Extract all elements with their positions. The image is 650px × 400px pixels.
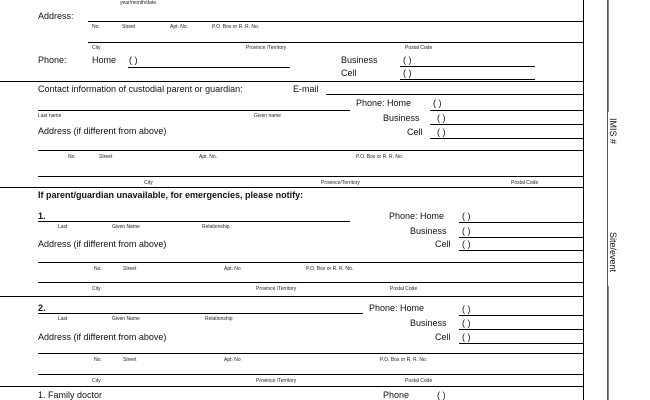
- contact1-addr-no: No.: [94, 266, 102, 272]
- contact2-business-label: Business: [410, 318, 447, 328]
- contact2-home-phone-line[interactable]: [459, 315, 583, 316]
- custodial-addr-apt: Apt. No.: [199, 154, 218, 160]
- addr-no: No.: [92, 24, 100, 30]
- addr-city: City: [92, 45, 101, 51]
- contact2-cell-label: Cell: [435, 332, 451, 342]
- address-label: Address:: [38, 11, 74, 21]
- custodial-addr-postal: Postal Code: [511, 180, 539, 186]
- address-line[interactable]: [88, 21, 583, 22]
- contact1-addr-city: City: [92, 286, 101, 292]
- custodial-business-label: Business: [383, 113, 420, 123]
- addr-pobox: P.O. Box or R. R. No.: [212, 24, 260, 30]
- custodial-addr-city: City: [144, 180, 153, 186]
- contact2-address-line[interactable]: [38, 353, 583, 354]
- contact1-addr-pobox: P.O. Box or R. R. No.: [306, 266, 354, 272]
- contact2-addr-no: No.: [94, 357, 102, 363]
- custodial-addr-province: Province/Territory: [321, 180, 360, 186]
- custodial-heading: Contact information of custodial parent or guardian:: [38, 84, 243, 94]
- business-label: Business: [341, 55, 378, 65]
- contact1-cell-area-code[interactable]: ( ): [462, 239, 471, 249]
- custodial-home-area-code[interactable]: ( ): [433, 98, 442, 108]
- doctor-phone-label: Phone: [383, 390, 410, 400]
- contact1-business-area-code[interactable]: ( ): [462, 226, 471, 236]
- custodial-home-phone-line[interactable]: [430, 110, 583, 111]
- custodial-phone-home-label: Phone: Home: [356, 98, 412, 108]
- site-event-label: Site/event: [608, 232, 618, 273]
- form-right-border: [583, 0, 584, 400]
- section-divider: [0, 187, 583, 188]
- contact1-addr-postal: Postal Code: [390, 286, 418, 292]
- contact2-phone-home-label: Phone: Home: [369, 303, 425, 313]
- contact1-address-line[interactable]: [38, 262, 583, 263]
- contact1-relationship: Relationship: [202, 224, 230, 230]
- home-phone-line[interactable]: [128, 67, 290, 68]
- contact2-business-area-code[interactable]: ( ): [462, 318, 471, 328]
- addr-apt: Apt. No.: [170, 24, 189, 30]
- custodial-city-line[interactable]: [38, 176, 583, 177]
- contact2-given: Given Name: [112, 316, 140, 322]
- contact2-address-label: Address (if different from above): [38, 332, 167, 342]
- custodial-last-name: Last name: [38, 113, 62, 119]
- site-event-field-line[interactable]: [608, 286, 609, 400]
- contact2-city-line[interactable]: [38, 374, 583, 375]
- home-label: Home: [92, 55, 117, 65]
- contact2-addr-postal: Postal Code: [405, 378, 433, 384]
- addr-postal: Postal Code: [405, 45, 433, 51]
- contact1-addr-apt: Apt. No: [224, 266, 241, 272]
- custodial-business-line[interactable]: [430, 124, 583, 125]
- contact2-last: Last: [58, 316, 68, 322]
- contact1-business-line[interactable]: [459, 237, 583, 238]
- contact1-addr-street: Street: [123, 266, 137, 272]
- custodial-business-area-code[interactable]: ( ): [437, 113, 446, 123]
- custodial-cell-line[interactable]: [430, 138, 583, 139]
- contact1-home-area-code[interactable]: ( ): [462, 211, 471, 221]
- phone-label: Phone:: [38, 55, 67, 65]
- contact2-addr-province: Province /Territory: [256, 378, 297, 384]
- section-divider: [0, 386, 583, 387]
- family-doctor-label: 1. Family doctor: [38, 390, 103, 400]
- contact2-addr-city: City: [92, 378, 101, 384]
- custodial-cell-area-code[interactable]: ( ): [437, 127, 446, 137]
- imis-field-line[interactable]: [608, 0, 609, 112]
- contact1-phone-home-label: Phone: Home: [389, 211, 445, 221]
- cell-label: Cell: [341, 68, 357, 78]
- contact2-addr-pobox: P.O. Box or R. R. No.: [380, 357, 428, 363]
- addr-street: Street: [122, 24, 136, 30]
- contact1-business-label: Business: [410, 226, 447, 236]
- cell-phone-line[interactable]: [400, 79, 535, 80]
- contact2-home-area-code[interactable]: ( ): [462, 304, 471, 314]
- contact1-cell-line[interactable]: [459, 250, 583, 251]
- custodial-given-name: Given name: [254, 113, 281, 119]
- custodial-addr-no: No.: [68, 154, 76, 160]
- business-area-code[interactable]: ( ): [403, 55, 412, 65]
- home-area-code[interactable]: ( ): [129, 55, 138, 65]
- business-phone-line[interactable]: [400, 66, 535, 67]
- contact1-number: 1.: [38, 211, 46, 221]
- contact2-cell-area-code[interactable]: ( ): [462, 332, 471, 342]
- section-divider: [0, 81, 583, 82]
- contact1-city-line[interactable]: [38, 282, 583, 283]
- contact1-last: Last: [58, 224, 68, 230]
- contact1-name-line[interactable]: [38, 221, 350, 222]
- contact2-addr-apt: Apt. No: [224, 357, 241, 363]
- custodial-address-line[interactable]: [38, 150, 583, 151]
- city-line[interactable]: [88, 42, 583, 43]
- section-divider: [0, 296, 583, 297]
- contact1-given: Given Name: [112, 224, 140, 230]
- doctor-area-code[interactable]: ( ): [437, 390, 446, 400]
- contact1-address-label: Address (if different from above): [38, 239, 167, 249]
- contact2-cell-line[interactable]: [459, 343, 583, 344]
- custodial-address-label: Address (if different from above): [38, 126, 167, 136]
- cell-area-code[interactable]: ( ): [403, 68, 412, 78]
- contact1-cell-label: Cell: [435, 239, 451, 249]
- custodial-addr-street: Street: [99, 154, 113, 160]
- emergency-heading: If parent/guardian unavailable, for emergencies, please notify:: [38, 190, 304, 200]
- custodial-addr-pobox: P.O. Box or R. R. No.: [356, 154, 404, 160]
- imis-label: IMIS #: [608, 118, 618, 145]
- contact2-business-line[interactable]: [459, 329, 583, 330]
- addr-province: Province /Territory: [246, 45, 287, 51]
- contact1-home-phone-line[interactable]: [459, 222, 583, 223]
- email-line[interactable]: [326, 94, 583, 95]
- contact2-relationship: Relationship: [205, 316, 233, 322]
- contact2-number: 2.: [38, 303, 46, 313]
- custodial-name-line[interactable]: [38, 110, 350, 111]
- contact2-addr-street: Street: [123, 357, 137, 363]
- custodial-cell-label: Cell: [407, 127, 423, 137]
- contact2-name-line[interactable]: [38, 313, 363, 314]
- email-label: E-mail: [293, 84, 319, 94]
- date-hint: year/month/date: [120, 0, 157, 6]
- contact1-addr-province: Province /Territory: [256, 286, 297, 292]
